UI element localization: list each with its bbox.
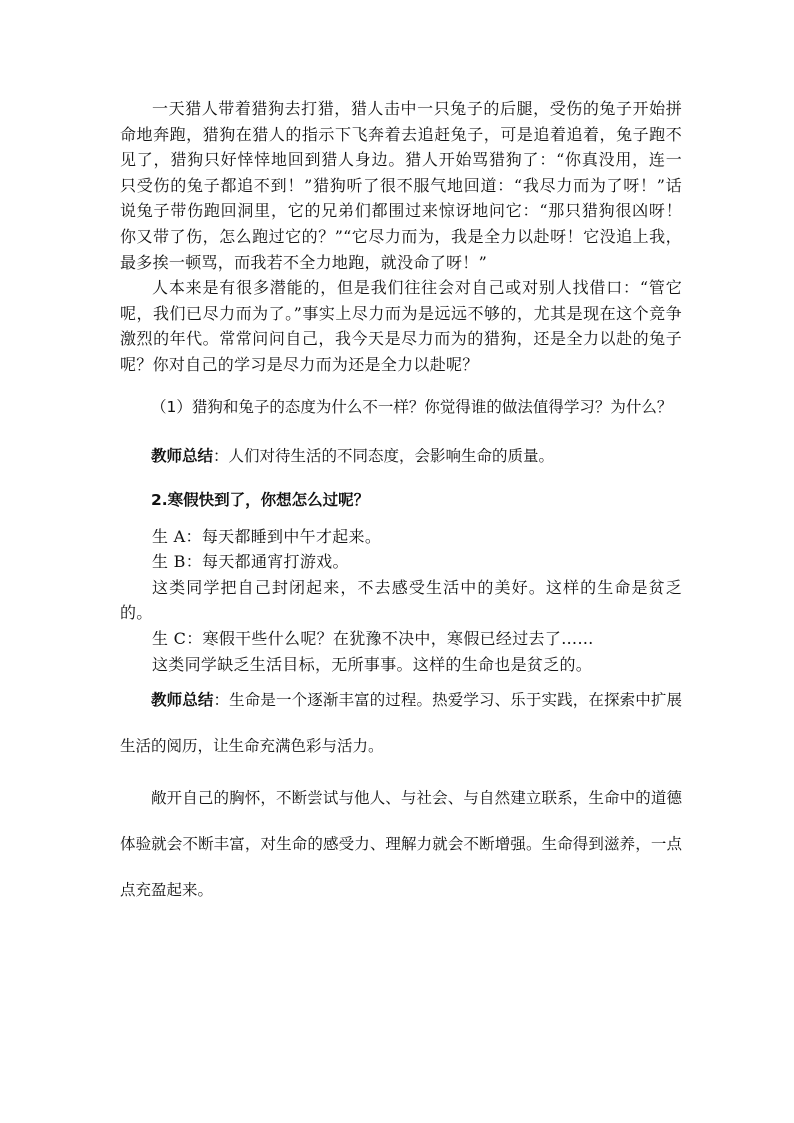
answer-comment-2: 这类同学缺乏生活目标，无所事事。这样的生命也是贫乏的。 <box>152 654 593 674</box>
story-paragraph-2: 人本来是有很多潜能的，但是我们往往会对自己或对别人找借口：“管它呢，我们已尽力而为了。”事实上尽力而为是远远不够的，尤其是现在这个竞争激烈的年代。常常问问自己，我今天是尽力而为的猎狗，还是全力以赴的兔子呢？你对自己的学习是尽力而为还是全力以赴呢？ <box>120 278 682 374</box>
student-answers <box>120 524 682 678</box>
document-page <box>120 96 682 913</box>
teacher-summary-2 <box>120 677 682 769</box>
story-paragraph-1: 一天猎人带着猎狗去打猎，猎人击中一只兔子的后腿，受伤的兔子开始拼命地奔跑，猎狗在猎人的指示下飞奔着去追赶兔子，可是追着追着，兔子跑不见了，猎狗只好悻悻地回到猎人身边。猎人开始骂猎狗了：“你真没用，连一只受伤的兔子都追不到！”猎狗听了很不服气地回道：“我尽力而为了呀！”话说兔子带伤跑回洞里，它的兄弟们都围过来惊讶地问它：“那只猎狗很凶呀！你又带了伤，怎么跑过它的？”“它尽力而为，我是全力以赴呀！它没追上我，最多挨一顿骂，而我若不全力地跑，就没命了呀！” <box>120 99 682 272</box>
answer-comment-1: 这类同学把自己封闭起来，不去感受生活中的美好。这样的生命是贫乏的。 <box>120 577 682 623</box>
summary-label: 教师总结 <box>151 446 214 465</box>
answer-student-b: 生 B：每天都通宵打游戏。 <box>152 552 349 572</box>
answer-student-c: 生 C：寒假干些什么呢？在犹豫不决中，寒假已经过去了…… <box>152 628 594 648</box>
summary-text: ：人们对待生活的不同态度，会影响生命的质量。 <box>213 446 555 465</box>
question-1: （1）猎狗和兔子的态度为什么不一样？你觉得谁的做法值得学习？为什么？ <box>151 397 673 416</box>
summary-text: ：生命是一个逐渐丰富的过程。热爱学习、乐于实践，在探索中扩展生活的阅历，让生命充满色彩与活力。 <box>120 691 682 756</box>
summary-label: 教师总结 <box>151 691 214 710</box>
closing-paragraph: 敞开自己的胸怀，不断尝试与他人、与社会、与自然建立联系，生命中的道德体验就会不断丰富，对生命的感受力、理解力就会不断增强。生命得到滋养，一点点充盈起来。 <box>120 789 682 900</box>
answer-student-a: 生 A：每天都睡到中午才起来。 <box>152 526 382 546</box>
question-2: 2.寒假快到了，你想怎么过呢？ <box>151 490 370 509</box>
teacher-summary-1 <box>120 444 682 466</box>
